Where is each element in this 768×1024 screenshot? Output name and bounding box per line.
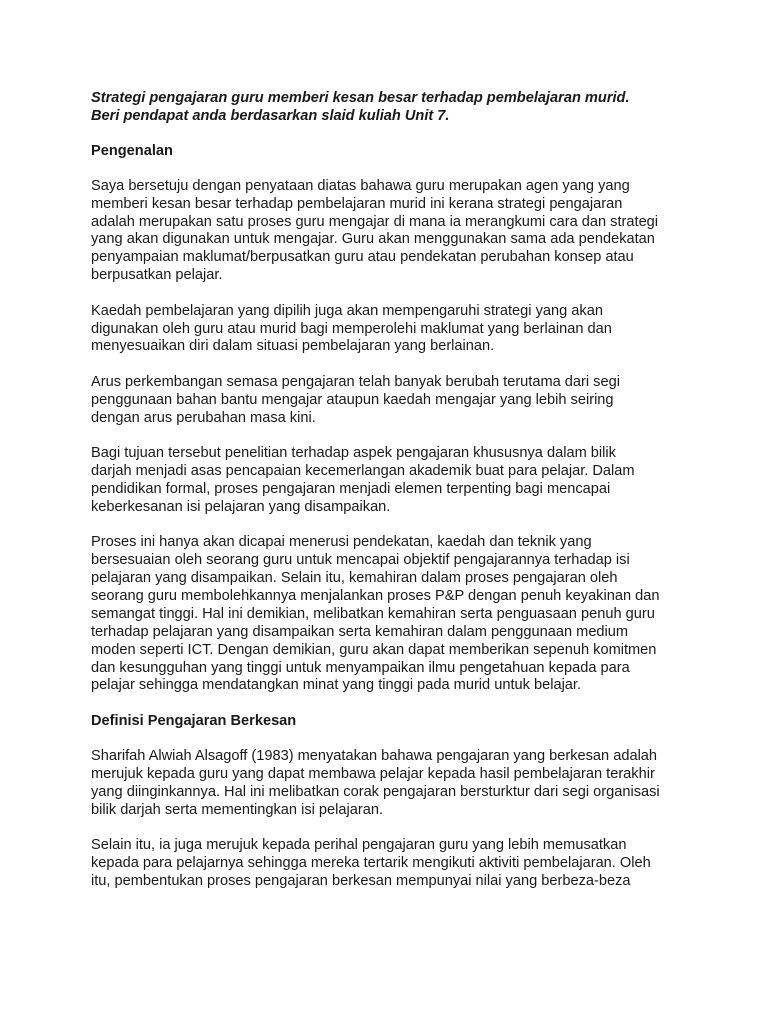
text-line: penyampaian maklumat/berpusatkan guru atau pendekatan perubahan konsep atau — [91, 249, 634, 266]
text-line: pelajar sehingga mendatangkan minat yang tinggi pada murid untuk belajar. — [91, 677, 582, 694]
text-line: darjah menjadi asas pencapaian kecemerlangan akademik buat para pelajar. Dalam — [91, 463, 635, 479]
paragraph — [91, 445, 691, 517]
section-heading-pengenalan: Pengenalan — [91, 142, 173, 159]
text-line: Bagi tujuan tersebut penelitian terhadap aspek pengajaran khususnya dalam bilik — [91, 445, 616, 462]
title-line: Beri pendapat anda berdasarkan slaid kuliah Unit 7. — [91, 107, 450, 124]
text-line: menyesuaikan diri dalam situasi pembelajaran yang berlainan. — [91, 338, 495, 355]
text-line: terhadap pelajaran yang disampaikan serta kemahiran dalam penggunaan medium — [91, 623, 629, 640]
text-line: bersesuaian oleh seorang guru untuk mencapai objektif pengajarannya terhadap isi — [91, 552, 630, 569]
text-line: Selain itu, ia juga merujuk kepada perihal pengajaran guru yang lebih memusatkan — [91, 836, 627, 853]
paragraph — [91, 303, 691, 357]
text-line: moden seperti ICT. Dengan demikian, guru akan dapat memberikan sepenuh komitmen — [91, 641, 657, 658]
text-line: Saya bersetuju dengan penyataan diatas bahawa guru merupakan agen yang yang — [91, 177, 630, 194]
paragraph — [91, 374, 691, 428]
text-line: digunakan oleh guru atau murid bagi memperolehi maklumat yang berlainan dan — [91, 320, 612, 337]
text-line: penggunaan bahan bantu mengajar ataupun kaedah mengajar yang lebih seiring — [91, 391, 614, 408]
text-line: Arus perkembangan semasa pengajaran telah banyak berubah terutama dari segi — [91, 373, 620, 390]
paragraph — [91, 837, 691, 891]
text-line: itu, pembentukan proses pengajaran berkesan mempunyai nilai yang berbeza-beza — [91, 872, 631, 889]
text-line: Proses ini hanya akan dicapai menerusi pendekatan, kaedah dan teknik yang — [91, 534, 592, 551]
text-line: merujuk kepada guru yang dapat membawa pelajar kepada hasil pembelajaran terakhir — [91, 765, 655, 782]
text-line: memberi kesan besar terhadap pembelajaran murid ini kerana strategi pengajaran — [91, 195, 623, 212]
text-line: Kaedah pembelajaran yang dipilih juga akan mempengaruhi strategi yang akan — [91, 302, 603, 319]
text-line: seorang guru membolehkannya menjalankan proses P&P dengan penuh keyakinan dan — [91, 587, 660, 604]
text-line: yang diinginkannya. Hal ini melibatkan corak pengajaran bersturktur dari segi organisasi — [91, 783, 660, 800]
paragraph — [91, 748, 691, 820]
paragraph — [91, 534, 691, 695]
text-line: adalah merupakan satu proses guru mengajar di mana ia merangkumi cara dan strategi — [91, 213, 659, 230]
text-line: dengan arus perubahan masa kini. — [91, 409, 316, 426]
text-line: yang akan digunakan untuk mengajar. Guru akan menggunakan sama ada pendekatan — [91, 231, 655, 248]
question-title — [91, 90, 691, 126]
text-line: semangat tinggi. Hal ini demikian, melibatkan kemahiran serta penguasaan penuh guru — [91, 605, 655, 622]
text-line: pelajaran yang disampaikan. Selain itu, kemahiran dalam proses pengajaran oleh — [91, 570, 618, 587]
text-line: kepada para pelajarnya sehingga mereka tertarik mengikuti aktiviti pembelajaran. Oleh — [91, 854, 651, 871]
document-page — [91, 90, 691, 908]
text-line: Sharifah Alwiah Alsagoff (1983) menyatakan bahawa pengajaran yang berkesan adalah — [91, 747, 658, 764]
text-line: pendidikan formal, proses pengajaran menjadi elemen terpenting bagi mencapai — [91, 480, 611, 497]
title-line: Strategi pengajaran guru memberi kesan besar terhadap pembelajaran murid. — [91, 90, 630, 106]
text-line: dan kesungguhan yang tinggi untuk menyampaikan ilmu pengetahuan kepada para — [91, 659, 630, 676]
paragraph — [91, 178, 691, 285]
text-line: berpusatkan pelajar. — [91, 267, 223, 284]
text-line: keberkesanan isi pelajaran yang disampaikan. — [91, 498, 391, 515]
section-heading-definisi: Definisi Pengajaran Berkesan — [91, 712, 297, 729]
text-line: bilik darjah serta mementingkan isi pelajaran. — [91, 801, 384, 818]
